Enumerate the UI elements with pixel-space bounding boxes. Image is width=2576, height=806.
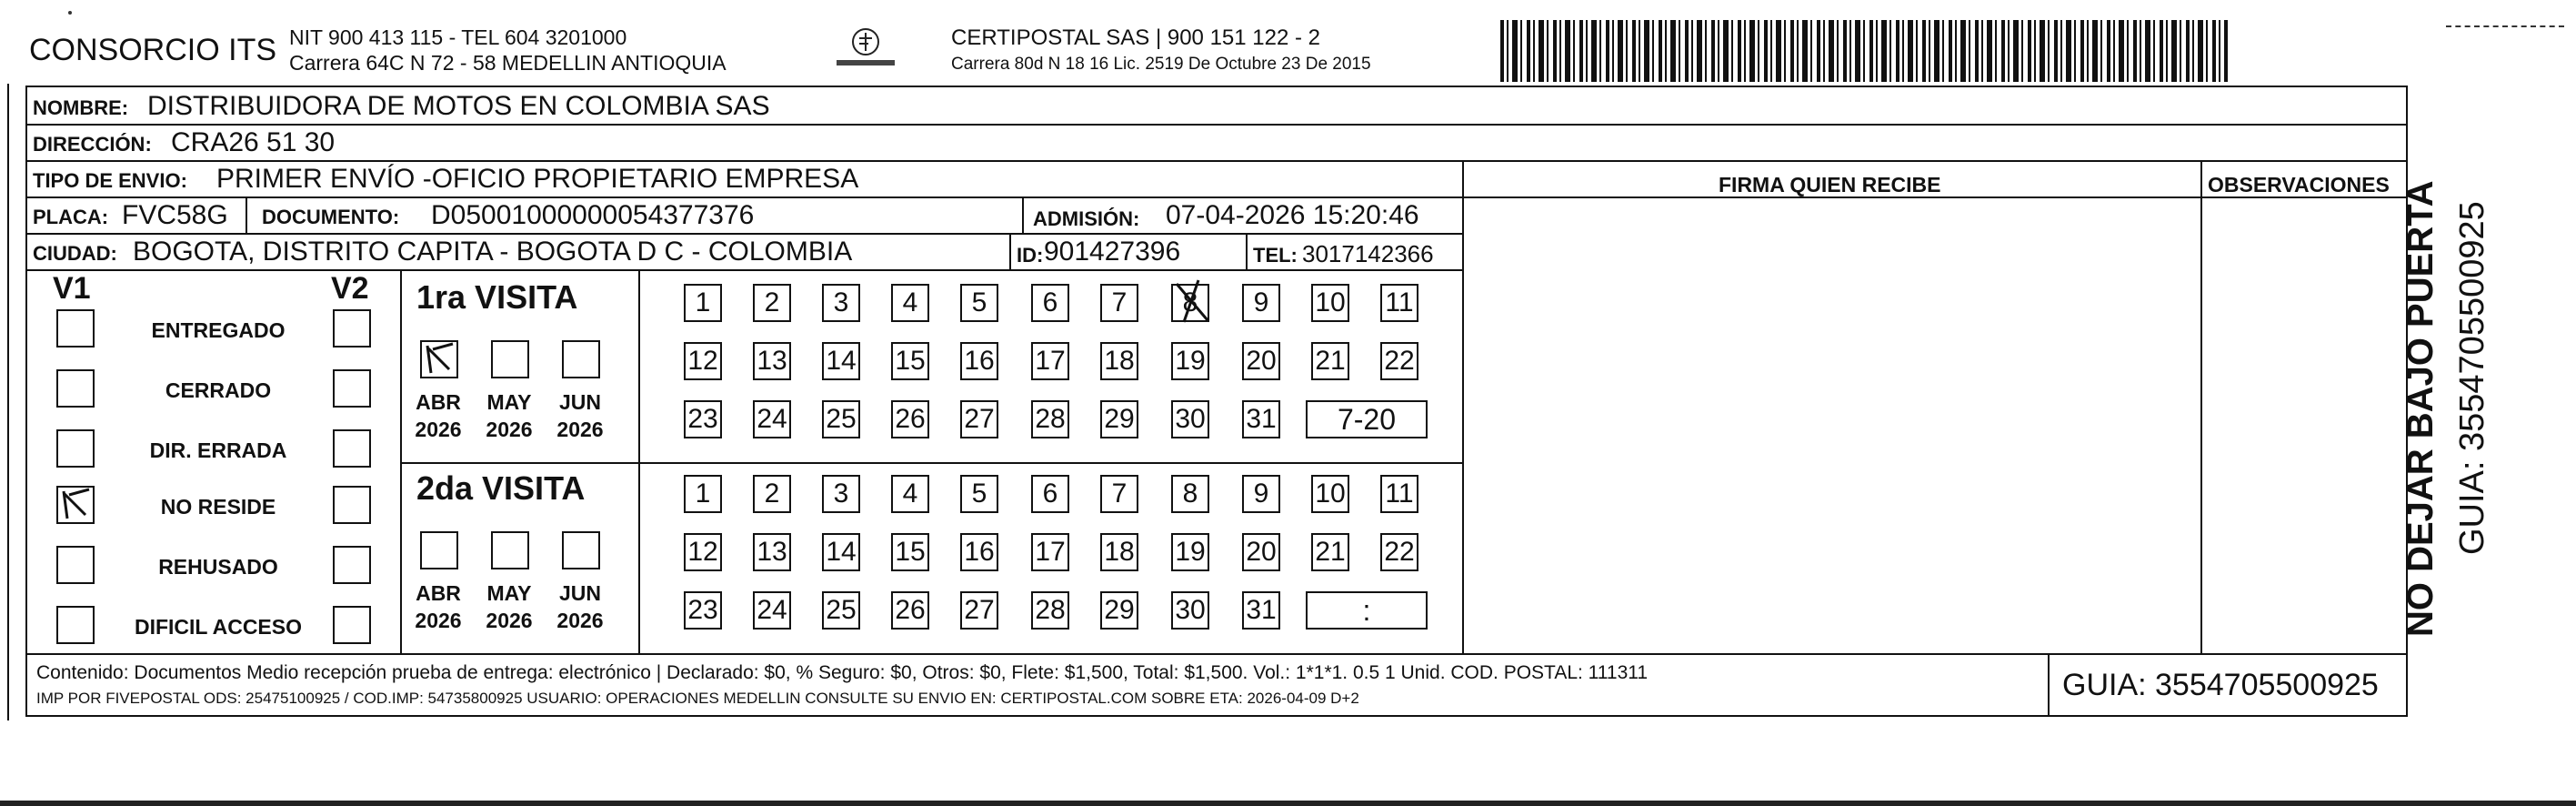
year-label: 2026 — [556, 609, 604, 632]
day-box[interactable]: 11 — [1380, 475, 1418, 513]
imp-text: IMP POR FIVEPOSTAL ODS: 25475100925 / COD.IMP: 54735800925 USUARIO: OPERACIONES MEDELLIN CONSULTE SU ENVIO EN: CERTIPOSTAL.COM SOBRE ETA: 2026-04-09 D+2 — [36, 690, 1359, 707]
v2-checkbox[interactable] — [333, 606, 371, 644]
day-box[interactable]: 23 — [684, 400, 722, 438]
year-label: 2026 — [486, 609, 533, 632]
side-warning: NO DEJAR BAJO PUERTA — [2401, 180, 2441, 637]
day-box[interactable]: 5 — [960, 284, 998, 322]
day-box[interactable]: 25 — [822, 591, 860, 630]
day-box[interactable]: 4 — [891, 284, 929, 322]
day-box[interactable]: 9 — [1242, 475, 1280, 513]
time-box[interactable]: 7-20 — [1306, 400, 1428, 438]
month-label: JUN — [558, 390, 601, 414]
v2-checkbox[interactable] — [333, 486, 371, 524]
day-box[interactable]: 26 — [891, 400, 929, 438]
nombre-label: NOMBRE: — [33, 96, 129, 119]
day-box[interactable]: 12 — [684, 342, 722, 380]
v1-checkbox[interactable] — [56, 606, 95, 644]
status-label: NO RESIDE — [160, 495, 276, 519]
tipo-envio-value: PRIMER ENVÍO -OFICIO PROPIETARIO EMPRESA — [216, 164, 859, 194]
day-box[interactable]: 28 — [1031, 591, 1069, 630]
day-box[interactable]: 20 — [1242, 342, 1280, 380]
status-label: CERRADO — [165, 378, 272, 402]
page-bottom-edge — [0, 801, 2576, 806]
id-value: 901427396 — [1044, 237, 1181, 267]
day-box[interactable]: 24 — [753, 400, 791, 438]
month-checkbox[interactable] — [420, 531, 458, 569]
carrier-name: CERTIPOSTAL SAS | 900 151 122 - 2 — [951, 25, 1320, 50]
id-label: ID: — [1017, 244, 1044, 267]
status-label: DIR. ERRADA — [149, 438, 287, 462]
v1-checkbox[interactable] — [56, 369, 95, 408]
month-label: MAY — [486, 581, 532, 605]
month-label: MAY — [486, 390, 532, 414]
nombre-value: DISTRIBUIDORA DE MOTOS EN COLOMBIA SAS — [147, 91, 770, 121]
page-left-edge — [7, 84, 9, 720]
day-box[interactable]: 29 — [1100, 400, 1138, 438]
day-box[interactable]: 17 — [1031, 533, 1069, 571]
v1-checkbox[interactable] — [56, 546, 95, 584]
footer-guia: GUIA: 3554705500925 — [2062, 668, 2379, 702]
v2-checkbox[interactable] — [333, 369, 371, 408]
day-box[interactable]: 4 — [891, 475, 929, 513]
day-box[interactable]: 20 — [1242, 533, 1280, 571]
documento-label: DOCUMENTO: — [262, 206, 400, 228]
day-box[interactable]: 22 — [1380, 533, 1418, 571]
day-box[interactable]: 3 — [822, 284, 860, 322]
month-checkbox[interactable] — [562, 531, 600, 569]
day-box[interactable]: 7 — [1100, 284, 1138, 322]
day-box[interactable]: 11 — [1380, 284, 1418, 322]
day-box[interactable]: 14 — [822, 342, 860, 380]
day-box[interactable]: 19 — [1171, 342, 1209, 380]
time-box[interactable]: : — [1306, 591, 1428, 630]
day-box[interactable]: 25 — [822, 400, 860, 438]
day-box[interactable]: 31 — [1242, 591, 1280, 630]
month-checkbox[interactable] — [491, 340, 529, 378]
month-checkbox[interactable] — [562, 340, 600, 378]
day-box[interactable]: 18 — [1100, 342, 1138, 380]
day-box[interactable]: 3 — [822, 475, 860, 513]
day-box[interactable]: 27 — [960, 400, 998, 438]
day-mark — [1171, 278, 1213, 326]
status-label: REHUSADO — [158, 555, 278, 579]
v1-checkbox[interactable] — [56, 429, 95, 468]
v2-header: V2 — [331, 271, 369, 306]
placa-value: FVC58G — [122, 200, 228, 230]
day-box[interactable]: 8 — [1171, 475, 1209, 513]
day-box[interactable]: 29 — [1100, 591, 1138, 630]
day-box[interactable]: 9 — [1242, 284, 1280, 322]
day-box[interactable]: 22 — [1380, 342, 1418, 380]
v1-checkbox[interactable] — [56, 486, 95, 524]
admision-label: ADMISIÓN: — [1033, 207, 1140, 230]
day-box[interactable]: 1 — [684, 475, 722, 513]
status-label: ENTREGADO — [151, 318, 286, 342]
month-label: ABR — [416, 581, 461, 605]
day-box[interactable]: 1 — [684, 284, 722, 322]
day-box[interactable]: 27 — [960, 591, 998, 630]
v1-checkbox[interactable] — [56, 309, 95, 348]
certipostal-logo — [829, 24, 902, 73]
day-box[interactable]: 21 — [1311, 533, 1349, 571]
month-label: JUN — [558, 581, 601, 605]
top-edge-mark — [2446, 25, 2564, 27]
side-guia: GUIA: 3554705500925 — [2453, 201, 2491, 555]
day-box[interactable]: 18 — [1100, 533, 1138, 571]
status-label: DIFICIL ACCESO — [134, 615, 302, 639]
day-box[interactable]: 12 — [684, 533, 722, 571]
visit-title: 1ra VISITA — [416, 278, 578, 316]
admision-value: 07-04-2026 15:20:46 — [1166, 200, 1419, 230]
v2-checkbox[interactable] — [333, 309, 371, 348]
ciudad-label: CIUDAD: — [33, 242, 117, 265]
day-box[interactable]: 10 — [1311, 475, 1349, 513]
dot-mark — [68, 11, 72, 15]
day-box[interactable]: 24 — [753, 591, 791, 630]
day-box[interactable]: 5 — [960, 475, 998, 513]
observaciones-header: OBSERVACIONES — [2208, 173, 2390, 196]
day-box[interactable]: 10 — [1311, 284, 1349, 322]
day-box[interactable]: 2 — [753, 475, 791, 513]
day-box[interactable]: 2 — [753, 284, 791, 322]
day-box[interactable]: 15 — [891, 342, 929, 380]
day-box[interactable]: 7 — [1100, 475, 1138, 513]
month-label: ABR — [416, 390, 461, 414]
year-label: 2026 — [486, 418, 533, 441]
day-box[interactable]: 6 — [1031, 284, 1069, 322]
year-label: 2026 — [556, 418, 604, 441]
day-box[interactable]: 17 — [1031, 342, 1069, 380]
barcode — [1500, 20, 2228, 82]
brand-name: CONSORCIO ITS — [29, 33, 277, 67]
ciudad-value: BOGOTA, DISTRITO CAPITA - BOGOTA D C - COLOMBIA — [133, 237, 853, 267]
day-box[interactable]: 15 — [891, 533, 929, 571]
carrier-address: Carrera 80d N 18 16 Lic. 2519 De Octubre 23 De 2015 — [951, 55, 1371, 74]
day-box[interactable]: 16 — [960, 533, 998, 571]
contenido-text: Contenido: Documentos Medio recepción prueba de entrega: electrónico | Declarado: $0, % Seguro: $0, Otros: $0, Flete: $1,500, Total: $1,500. Vol.: 1*1*1. 0.5 1 Unid. COD. POSTAL: 111311 — [36, 662, 1649, 683]
day-box[interactable]: 14 — [822, 533, 860, 571]
visit-title: 2da VISITA — [416, 469, 586, 507]
v1-header: V1 — [53, 271, 91, 306]
company-address: Carrera 64C N 72 - 58 MEDELLIN ANTIOQUIA — [289, 51, 727, 75]
day-box[interactable]: 23 — [684, 591, 722, 630]
v2-checkbox[interactable] — [333, 546, 371, 584]
direccion-label: DIRECCIÓN: — [33, 133, 152, 156]
day-box[interactable]: 13 — [753, 533, 791, 571]
day-box[interactable]: 8 — [1171, 284, 1209, 322]
tipo-envio-label: TIPO DE ENVIO: — [33, 169, 187, 192]
day-box[interactable]: 30 — [1171, 591, 1209, 630]
direccion-value: CRA26 51 30 — [171, 127, 336, 157]
tel-label: TEL: — [1253, 244, 1298, 267]
documento-value: D05001000000054377376 — [431, 200, 755, 230]
day-box[interactable]: 26 — [891, 591, 929, 630]
tel-value: 3017142366 — [1302, 240, 1434, 267]
day-box[interactable]: 21 — [1311, 342, 1349, 380]
day-box[interactable]: 30 — [1171, 400, 1209, 438]
day-box[interactable]: 28 — [1031, 400, 1069, 438]
day-box[interactable]: 13 — [753, 342, 791, 380]
day-box[interactable]: 6 — [1031, 475, 1069, 513]
day-box[interactable]: 31 — [1242, 400, 1280, 438]
day-box[interactable]: 19 — [1171, 533, 1209, 571]
v2-checkbox[interactable] — [333, 429, 371, 468]
year-label: 2026 — [415, 418, 462, 441]
month-checkbox[interactable] — [420, 340, 458, 378]
placa-label: PLACA: — [33, 206, 109, 228]
day-box[interactable]: 16 — [960, 342, 998, 380]
year-label: 2026 — [415, 609, 462, 632]
nit-tel: NIT 900 413 115 - TEL 604 3201000 — [289, 25, 627, 49]
firma-header: FIRMA QUIEN RECIBE — [1719, 173, 1941, 196]
month-checkbox[interactable] — [491, 531, 529, 569]
